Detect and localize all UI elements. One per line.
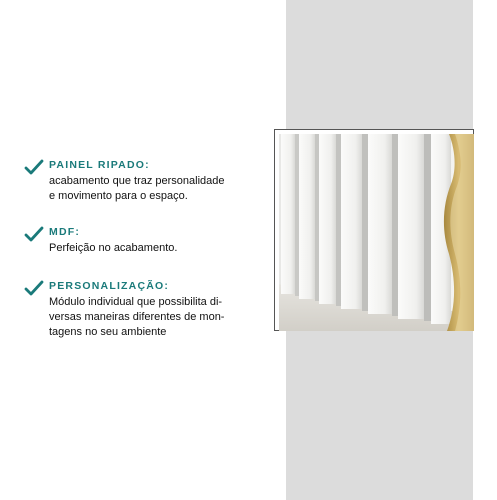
feature-description-line: Perfeição no acabamento.	[49, 242, 178, 254]
feature-painel-ripado	[24, 159, 264, 207]
feature-personalizacao	[24, 280, 264, 344]
feature-description	[49, 174, 264, 204]
feature-title: MDF:	[49, 226, 81, 238]
feature-description	[49, 241, 264, 256]
check-icon	[24, 280, 44, 298]
feature-description-line: Módulo individual que possibilita di-	[49, 296, 223, 308]
feature-description-line: versas maneiras diferentes de mon-	[49, 311, 225, 323]
feature-description-line: acabamento que traz personalidade	[49, 175, 225, 187]
check-icon	[24, 226, 44, 244]
check-icon	[24, 159, 44, 177]
product-photo	[279, 134, 474, 331]
feature-description	[49, 295, 264, 340]
feature-mdf	[24, 226, 264, 260]
feature-title: PAINEL RIPADO:	[49, 159, 150, 171]
feature-description-line: e movimento para o espaço.	[49, 190, 188, 202]
feature-title: PERSONALIZAÇÃO:	[49, 280, 170, 292]
feature-description-line: tagens no seu ambiente	[49, 326, 167, 338]
slatted-panel-illustration	[279, 134, 474, 331]
